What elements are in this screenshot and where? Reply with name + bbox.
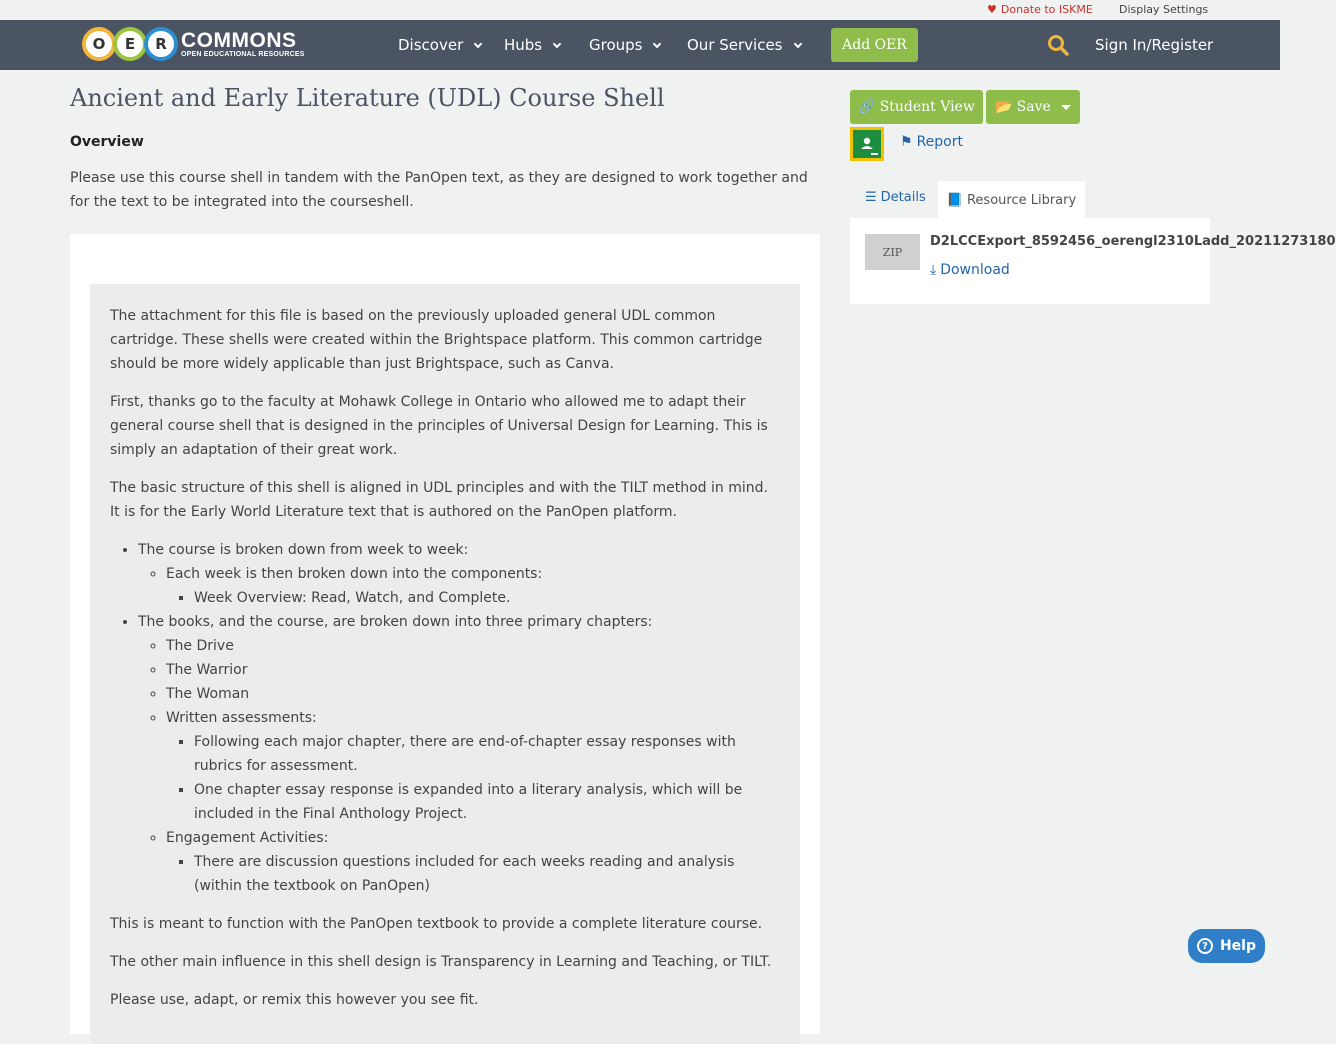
paragraph: The other main influence in this shell design is Transparency in Learning and Teaching, or TILT.: [110, 954, 772, 970]
file-name: D2LCCExport_8592456_oerengl2310Ladd_20211273180: [930, 234, 1336, 249]
list-item-text: The course is broken down from week to week:: [138, 542, 469, 558]
student-view-button[interactable]: [850, 90, 983, 124]
list-item: ◦ The Warrior: [166, 658, 780, 682]
link-icon: 🔗: [858, 99, 876, 115]
logo-tagline: OPEN EDUCATIONAL RESOURCES: [181, 51, 305, 58]
nav-discover-label: Discover: [398, 36, 464, 54]
nav-groups[interactable]: [589, 20, 660, 70]
list-item-text: Engagement Activities:: [166, 830, 329, 846]
nav-hubs[interactable]: [504, 20, 560, 70]
nav-hubs-label: Hubs: [504, 36, 543, 54]
folder-icon: 📂: [995, 99, 1013, 115]
save-button[interactable]: [986, 90, 1080, 124]
description-box: [90, 284, 800, 1044]
main-navbar: [0, 20, 1280, 70]
google-classroom-icon: [853, 130, 881, 158]
logo-wordmark: [181, 30, 305, 58]
caret-down-icon: [1061, 105, 1071, 110]
logo-letter-o: O: [82, 27, 116, 61]
zip-file-icon: ZIP: [865, 234, 920, 270]
list-item: ◦ The Drive: [166, 634, 780, 658]
nav-discover[interactable]: [398, 20, 481, 70]
google-classroom-share-button[interactable]: [850, 127, 884, 161]
search-icon[interactable]: [1047, 34, 1069, 56]
structure-list: [110, 538, 780, 898]
page-title: Ancient and Early Literature (UDL) Course Shell: [70, 84, 665, 112]
list-item: [138, 610, 780, 898]
help-label: Help: [1219, 938, 1257, 954]
overview-text: Please use this course shell in tandem with the PanOpen text, as they are designed to work together and for the text to be integrated into the courseshell.: [70, 170, 808, 210]
nav-our-services-label: Our Services: [687, 36, 783, 54]
add-oer-button[interactable]: Add OER: [831, 28, 918, 62]
list-item: [166, 562, 780, 610]
paragraph: The basic structure of this shell is aligned in UDL principles and with the TILT method in mind. It is for the Early World Literature text that is authored on the PanOpen platform.: [110, 480, 768, 520]
logo-letter-e: E: [113, 27, 147, 61]
chevron-down-icon: [553, 40, 561, 48]
paragraph: The attachment for this file is based on the previously uploaded general UDL common cartridge. These shells were created within the Brightspace platform. This common cartridge should be more widely applicable than just Brightspace, such as Canva.: [110, 308, 763, 372]
download-label: Download: [940, 262, 1010, 278]
list-item: [166, 706, 780, 826]
chevron-down-icon: [653, 40, 661, 48]
save-label: Save: [1016, 99, 1051, 115]
tab-details[interactable]: [865, 190, 926, 205]
paragraph: This is meant to function with the PanOpen textbook to provide a complete literature course.: [110, 916, 763, 932]
tab-resource-library[interactable]: [938, 181, 1085, 219]
help-button[interactable]: [1188, 929, 1265, 963]
report-label: Report: [916, 134, 963, 150]
overview-heading: Overview: [70, 134, 144, 150]
nav-groups-label: Groups: [589, 36, 643, 54]
book-icon: 📘: [946, 192, 963, 208]
list-item: ▪ There are discussion questions included for each weeks reading and analysis (within the textbook on PanOpen): [194, 850, 780, 898]
flag-icon: ⚑: [900, 134, 913, 150]
download-link[interactable]: [930, 262, 1010, 278]
list-icon: ☰: [865, 190, 877, 205]
list-item-text: Written assessments:: [166, 710, 317, 726]
donate-link[interactable]: [987, 3, 1093, 16]
list-item-text: Each week is then broken down into the components:: [166, 566, 543, 582]
logo-word: COMMONS: [181, 29, 297, 52]
paragraph: Please use, adapt, or remix this however you see fit.: [110, 992, 479, 1008]
list-item: [138, 538, 780, 610]
donate-label: Donate to ISKME: [1000, 3, 1093, 16]
list-item: ▪ Week Overview: Read, Watch, and Complete.: [194, 586, 780, 610]
report-link[interactable]: [900, 134, 963, 150]
oer-commons-logo[interactable]: [82, 26, 305, 62]
chevron-down-icon: [793, 40, 801, 48]
nav-our-services[interactable]: [687, 20, 801, 70]
display-settings-link[interactable]: Display Settings: [1119, 3, 1209, 16]
sign-in-register-link[interactable]: Sign In/Register: [1095, 36, 1214, 54]
student-view-label: Student View: [879, 99, 975, 115]
list-item: [166, 826, 780, 898]
list-item: ▪ Following each major chapter, there are end-of-chapter essay responses with rubrics for assessment.: [194, 730, 780, 778]
paragraph: First, thanks go to the faculty at Mohawk College in Ontario who allowed me to adapt their general course shell that is designed in the principles of Universal Design for Learning. This is simply an adaptation of their great work.: [110, 394, 768, 458]
tab-details-label: Details: [880, 190, 926, 205]
list-item: ◦ The Woman: [166, 682, 780, 706]
download-icon: ⤓: [930, 262, 937, 278]
logo-letter-r: R: [144, 27, 178, 61]
list-item: ▪ One chapter essay response is expanded into a literary analysis, which will be included in the Final Anthology Project.: [194, 778, 780, 826]
utility-bar: [0, 0, 1280, 20]
heart-icon: ♥: [987, 3, 997, 16]
list-item-text: The books, and the course, are broken down into three primary chapters:: [138, 614, 653, 630]
question-icon: ?: [1197, 938, 1213, 954]
chevron-down-icon: [474, 40, 482, 48]
tab-library-label: Resource Library: [966, 192, 1077, 208]
